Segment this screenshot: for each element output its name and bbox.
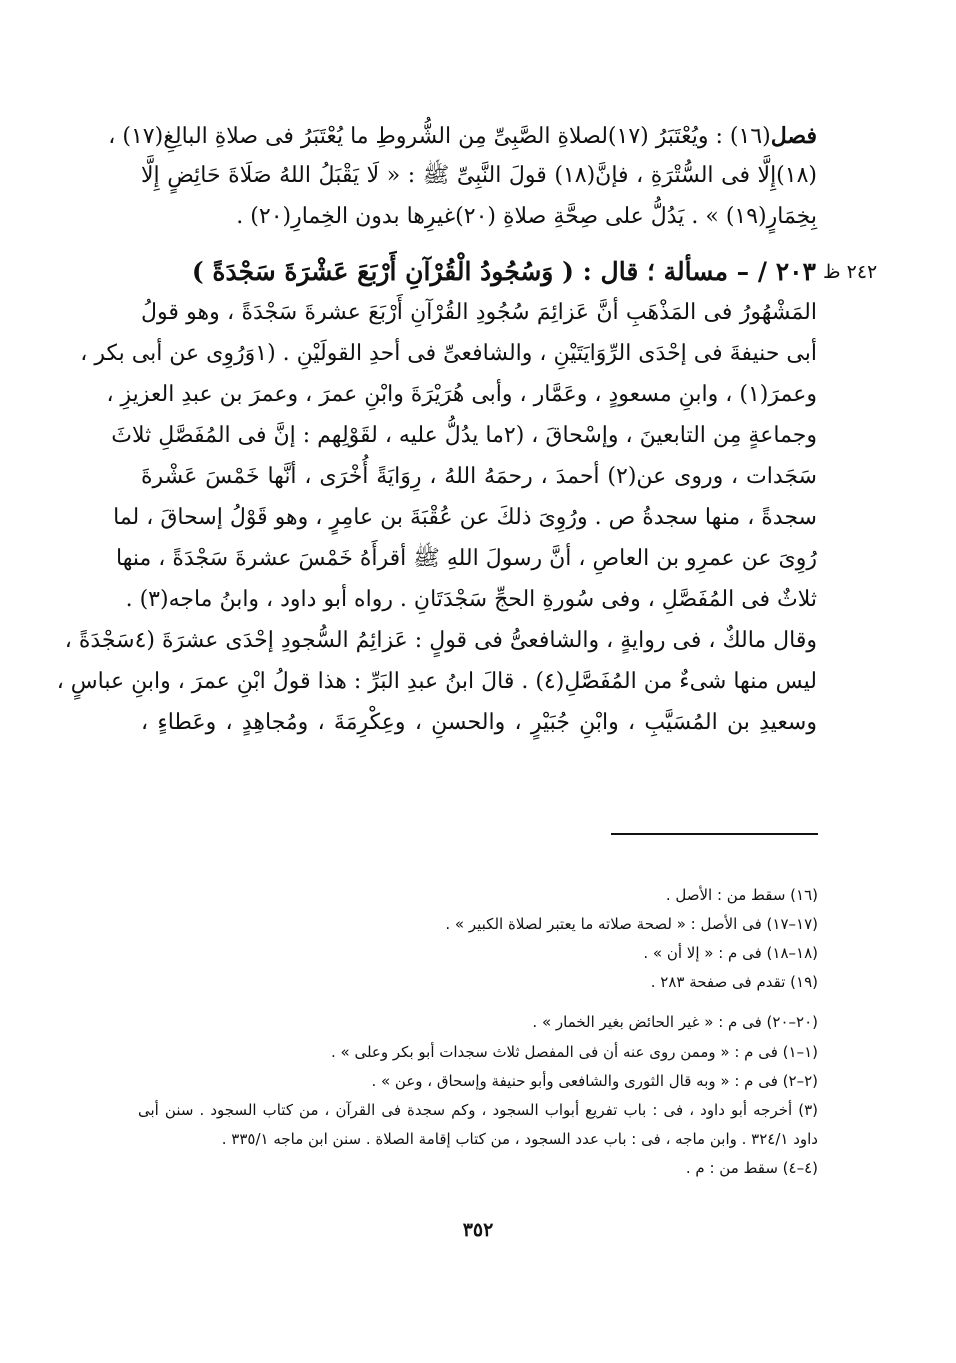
footnote: (٣) أخرجه أبو داود ، فى : باب تفريع أبواب السجود ، وكم سجدة فى القرآن ، من كتاب السجود . سنن أبى [138,1101,818,1119]
paragraph-line: ليس منها شىءٌ من المُفَصَّلِ(٤) . قالَ ابنُ عبدِ البَرِّ : هذا قولُ ابْنِ عمرَ ، وابنِ عباسٍ ، [56,669,817,694]
paragraph-line: أبى حنيفةَ فى إحْدَى الرِّوَايَتَيْنِ ، والشافعىِّ فى أحدِ القولَيْنِ . (١وَرُوِى عن أبى بكر ، [80,341,817,366]
paragraph-line: وقال مالكٌ ، فى روايةٍ ، والشافعىُّ فى قولٍ : عَزائِمُ السُّجودِ إحْدَى عشرَةَ (٤سَجْدَةً ، [64,628,817,653]
paragraph-line: (١٨)إِلَّا فى السُّتْرَةِ ، فإنَّ(١٨) قولَ النَّبِىِّ ﷺ : « لَا يَقْبَلُ اللهُ صَلَاةَ حَائِضٍ إِلَّا [141,163,818,188]
footnote: (٢٠–٢٠) فى م : « غير الحائض بغير الخمار » . [532,1013,818,1031]
footnote: (١–١) فى م : « وممن روى عنه أن فى المفصل ثلاث سجدات أبو بكر وعلى » . [330,1043,818,1061]
paragraph-line: رُوِىَ عن عمرِو بن العاصِ ، أنَّ رسولَ اللهِ ﷺ أقرأَهُ خَمْسَ عشرةَ سَجْدَةً ، منها [116,546,817,571]
paragraph-line: المَشْهُورُ فى المَذْهَبِ أنَّ عَزائِمَ سُجُودِ القُرْآنِ أَرْبَعَ عشرةَ سَجْدَةً ، وهو قولُ [141,300,817,325]
footnote: (١٦) سقط من : الأصل . [665,886,818,904]
paragraph-line: سَجَدات ، وروى عن(٢) أحمدَ ، رحمَهُ اللهُ ، رِوَايَةً أُخْرَى ، أنَّها خَمْسَ عَشْرةَ [141,464,817,489]
footnote-separator [611,833,818,835]
page-number: ٣٥٢ [462,1219,494,1241]
paragraph-line: سجدةً ، منها سجدةُ ص . ورُوِىَ ذلكَ عن عُقْبَةَ بن عامِرٍ ، وهو قَوْلُ إسحاقَ ، لما [113,505,817,530]
margin-folio-note: ٢٤٢ ظ [823,261,878,283]
paragraph-line: بِخِمَارٍ(١٩) » . يَدُلُّ على صِحَّةِ صلاةِ (٢٠)غيرِها بدون الخِمارِ(٢٠) . [236,204,817,229]
paragraph-line [108,116,817,157]
paragraph-line: وعمرَ(١) ، وابنِ مسعودٍ ، وعَمَّار ، وأبى هُرَيْرَةَ وابْنِ عمرَ ، وعمرَ بن عبدِ العزيزِ ، [106,382,817,407]
paragraph-line: وسعيدِ بن المُسَيَّبِ ، وابْنِ جُبَيْرٍ ، والحسنِ ، وعِكْرِمَةَ ، ومُجاهِدٍ ، وعَطاءٍ ، [141,710,817,735]
text-run: (١٦) : ويُعْتَبَرُ (١٧)لصلاةِ الصَّبِىِّ مِن الشُّروطِ ما يُعْتَبَرُ فى صلاةِ البالِغِ(١٧) ، [108,124,771,149]
footnote: (١٨–١٨) فى م : « إلا أن » . [643,944,818,962]
paragraph-line: وجماعةٍ مِن التابعينَ ، وإسْحاقَ ، (٢ما يدُلُّ عليه ، لقَوْلِهم : إنَّ فى المُفَصَّلِ ثلاثَ [111,423,817,448]
footnote: داود ٣٢٤/١ . وابن ماجه ، فى : باب عدد السجود ، من كتاب إقامة الصلاة . سنن ابن ماجه ٣٣٥/١ . [221,1130,818,1148]
footnote: (١٩) تقدم فى صفحة ٢٨٣ . [650,973,818,991]
footnote: (١٧–١٧) فى الأصل : « لصحة صلاته ما يعتبر لصلاة الكبير » . [445,915,818,933]
footnote: (٢–٢) فى م : « وبه قال الثورى والشافعى وأبو حنيفة وإسحاق ، وعن » . [371,1072,818,1090]
footnote: (٤–٤) سقط من : م . [685,1159,818,1177]
section-heading: ٢٠٣ / – مسألة ؛ قال : ( وَسُجُودُ الْقُرْآنِ أَرْبَعَ عَشْرَةَ سَجْدَةً ) [191,257,816,286]
section-label: فصل [770,123,817,149]
paragraph-line: ثلاثٌ فى المُفَصَّلِ ، وفى سُورةِ الحجِّ سَجْدَتَانِ . رواه أبو داود ، وابنُ ماجه(٣) . [125,587,817,612]
